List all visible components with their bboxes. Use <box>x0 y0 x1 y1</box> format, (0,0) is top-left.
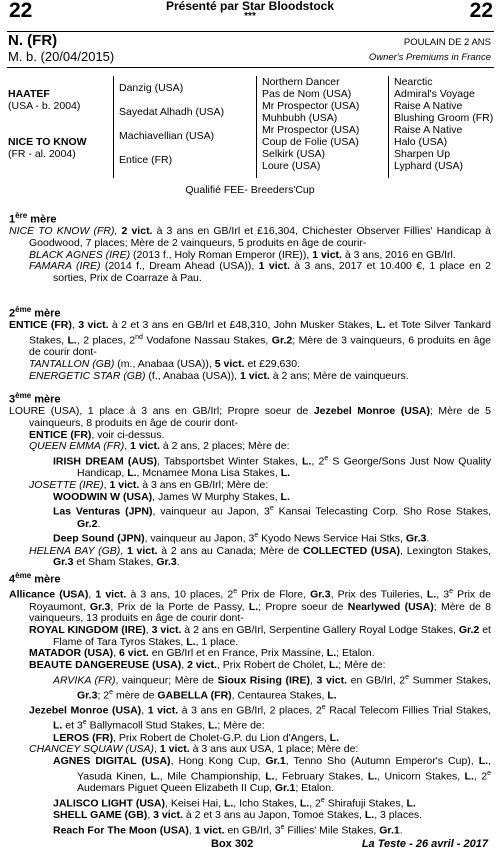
pedigree-gen4: Nearctic <box>394 76 433 88</box>
progeny-record: CHANCEY SQUAW (USA), 1 vict. à 3 ans aux USA, 1 place; Mère de: <box>29 743 359 756</box>
progeny-record: IRISH DREAM (AUS), Tabsportsbet Winter Stakes, L., 2e S George/Sons Just Now Quality Handicap, L., Mcnamee Mona Lisa Stakes, L. <box>53 455 491 480</box>
progeny-record: ENTICE (FR), voir ci-dessus. <box>29 428 165 441</box>
fourth-dam-section <box>9 570 491 837</box>
stars-divider: *** <box>244 11 256 22</box>
dam-info: (FR - al. 2004) <box>8 148 76 160</box>
pedigree-gen3: Mr Prospector (USA) <box>262 124 360 136</box>
progeny-record: QUEEN EMMA (FR), 1 vict. à 2 ans, 2 places; Mère de: <box>29 440 290 453</box>
pedigree-divider-3 <box>388 76 389 178</box>
header-rule <box>7 31 494 32</box>
pedigree-divider-2 <box>256 76 257 178</box>
progeny-record: BLACK AGNES (IRE) (2013 f., Holy Roman Emperor (IRE)), 1 vict. à 3 ans, 2016 en GB/Irl. <box>29 248 456 261</box>
pedigree-top-rule <box>7 67 494 68</box>
qualification-note: Qualifié FEE- Breeders'Cup <box>185 184 315 196</box>
premium-label: Owner's Premiums in France <box>368 52 491 63</box>
pedigree-gen3: Loure (USA) <box>262 160 321 172</box>
pedigree-gen4: Raise A Native <box>394 124 463 136</box>
lot-number-left: 22 <box>9 0 33 22</box>
progeny-record: Reach For The Moon (USA), 1 vict. en GB/Irl, 3e Fillies' Mile Stakes, Gr.1. <box>53 823 403 837</box>
pedigree-gen3: Selkirk (USA) <box>262 148 326 160</box>
progeny-record: ENERGETIC STAR (GB) (f., Anabaa (USA)), 1 vict. à 2 ans; Mère de vainqueurs. <box>29 369 409 382</box>
progeny-record: HELENA BAY (GB), 1 vict. à 2 ans au Canada; Mère de COLLECTED (USA), Lexington Stakes, Gr.3 et Sham Stakes, Gr.3. <box>29 544 491 569</box>
pedigree-gen3: Muhbubh (USA) <box>262 112 338 124</box>
horse-description: M. b. (20/04/2015) <box>8 49 115 64</box>
section-heading: 3ème mère <box>9 391 61 406</box>
section-heading: 2ème mère <box>9 305 61 320</box>
presenter-line: Présenté par Star Bloodstock <box>165 0 335 13</box>
sire-name: HAATEF <box>8 88 50 100</box>
pedigree-gen2: Danzig (USA) <box>119 82 184 94</box>
pedigree-gen4: Admiral's Voyage <box>394 88 475 100</box>
pedigree-gen3: Pas de Nom (USA) <box>262 88 352 100</box>
dam-record: LOURE (USA), 1 place à 3 ans en GB/Irl; Propre soeur de Jezebel Monroe (USA); Mère de 5 vainqueurs, 8 produits en âge de courir dont- <box>9 405 491 430</box>
pedigree-gen4: Sharpen Up <box>394 148 451 160</box>
progeny-record: AGNES DIGITAL (USA), Hong Kong Cup, Gr.1, Tenno Sho (Autumn Emperor's Cup), L., Yasuda Kinen, L., Mile Championship, L., February Stakes, L., Unicorn Stakes, L., 2e Audemars Piguet Queen Elizabeth II Cup, Gr.1; Etalon. <box>53 755 491 794</box>
progeny-record: FAMARA (IRE) (2014 f., Dream Ahead (USA)), 1 vict. à 3 ans, 2017 et 10.400 €, 1 place en 2 sorties, Prix de Coarraze à Pau. <box>29 260 492 285</box>
progeny-record: BEAUTE DANGEREUSE (USA), 2 vict., Prix Robert de Cholet, L.; Mère de: <box>29 659 386 672</box>
box-number: Box 302 <box>211 838 254 850</box>
third-dam-section <box>9 390 491 569</box>
progeny-record: MATADOR (USA), 6 vict. en GB/Irl et en France, Prix Massine, L.; Etalon. <box>29 647 375 660</box>
section-heading: 4ème mère <box>9 571 61 586</box>
dam-record: NICE TO KNOW (FR), 2 vict. à 3 ans en GB/Irl et £16,304, Chichester Observer Fillies' Handicap à Goodwood, 7 places; Mère de 2 vainqueurs, 5 produits en âge de courir- <box>9 225 492 250</box>
progeny-record: JOSETTE (IRE), 1 vict. à 3 ans en GB/Irl; Mère de: <box>29 479 269 492</box>
lot-number-right: 22 <box>469 0 493 22</box>
sex-age-label: POULAIN DE 2 ANS <box>403 37 491 48</box>
pedigree-gen2: Entice (FR) <box>119 154 173 166</box>
pedigree-gen2: Machiavellian (USA) <box>119 130 215 142</box>
horse-name: N. (FR) <box>8 32 58 49</box>
sire-info: (USA - b. 2004) <box>8 100 81 112</box>
pedigree-gen3: Coup de Folie (USA) <box>262 136 359 148</box>
sale-date: La Teste - 26 avril - 2017 <box>361 838 488 850</box>
progeny-record: TANTALLON (GB) (m., Anabaa (USA)), 5 vict. et £29,630. <box>29 357 300 370</box>
pedigree-gen3: Northern Dancer <box>262 76 340 88</box>
dam-record: Allicance (USA), 1 vict. à 3 ans, 10 places, 2e Prix de Flore, Gr.3, Prix des Tuileries, L., 3e Prix de Royaumont, Gr.3, Prix de la Porte de Passy, L.; Propre soeur de Nearlywed (USA); Mère de 8 vainqueurs, 13 produits en âge de courir dont- <box>9 588 492 625</box>
progeny-record: ARVIKA (FR), vainqueur; Mère de Sioux Rising (IRE), 3 vict. en GB/Irl, 2e Summer Stakes, Gr.3; 2e mère de GABELLA (FR), Centaurea Stakes, L. <box>53 673 491 702</box>
progeny-record: LEROS (FR), Prix Robert de Cholet-G.P. du Lion d'Angers, L. <box>53 731 340 744</box>
first-dam-section <box>9 210 491 285</box>
pedigree-gen2: Sayedat Alhadh (USA) <box>119 106 225 118</box>
pedigree-gen3: Mr Prospector (USA) <box>262 100 360 112</box>
pedigree-gen4: Halo (USA) <box>394 136 448 148</box>
progeny-record: Las Venturas (JPN), vainqueur au Japon, 3e Kansai Telecasting Corp. Sho Rose Stakes, Gr.2. <box>53 505 492 530</box>
progeny-record: Deep Sound (JPN), vainqueur au Japon, 3e Kyodo News Service Hai Stks, Gr.3. <box>53 532 430 545</box>
pedigree-gen4: Lyphard (USA) <box>394 160 464 172</box>
dam-name: NICE TO KNOW <box>8 136 87 148</box>
progeny-record: JALISCO LIGHT (USA), Keisei Hai, L., Icho Stakes, L., 2e Shirafuji Stakes, L. <box>53 796 416 810</box>
progeny-record: Jezebel Monroe (USA), 1 vict. à 3 ans en GB/Irl, 2 places, 2e Racal Telecom Fillies Trial Stakes, L. et 3e Ballymacoll Stud Stakes, L.; Mère de: <box>29 704 491 732</box>
dam-record: ENTICE (FR), 3 vict. à 2 et 3 ans en GB/Irl et £48,310, John Musker Stakes, L. et Tote Silver Tankard Stakes, L., 2 places, 2nd Vodafone Nassau Stakes, Gr.2; Mère de 3 vainqueurs, 6 produits en âge de courir dont- <box>9 319 492 359</box>
second-dam-section <box>9 304 491 382</box>
progeny-record: SHELL GAME (GB), 3 vict. à 2 et 3 ans au Japon, Tomoe Stakes, L., 3 places. <box>53 808 423 821</box>
progeny-record: ROYAL KINGDOM (IRE), 3 vict. à 2 ans en GB/Irl, Serpentine Gallery Royal Lodge Stakes, Gr.2 et Flame of Tara Tyros Stakes, L., 1 place. <box>29 623 491 648</box>
pedigree-gen4: Blushing Groom (FR) <box>394 112 494 124</box>
progeny-record: WOODWIN W (USA), James W Murphy Stakes, L. <box>53 490 290 503</box>
pedigree-gen4: Raise A Native <box>394 100 463 112</box>
pedigree-divider-1 <box>113 76 114 178</box>
section-heading: 1ère mère <box>9 211 57 226</box>
